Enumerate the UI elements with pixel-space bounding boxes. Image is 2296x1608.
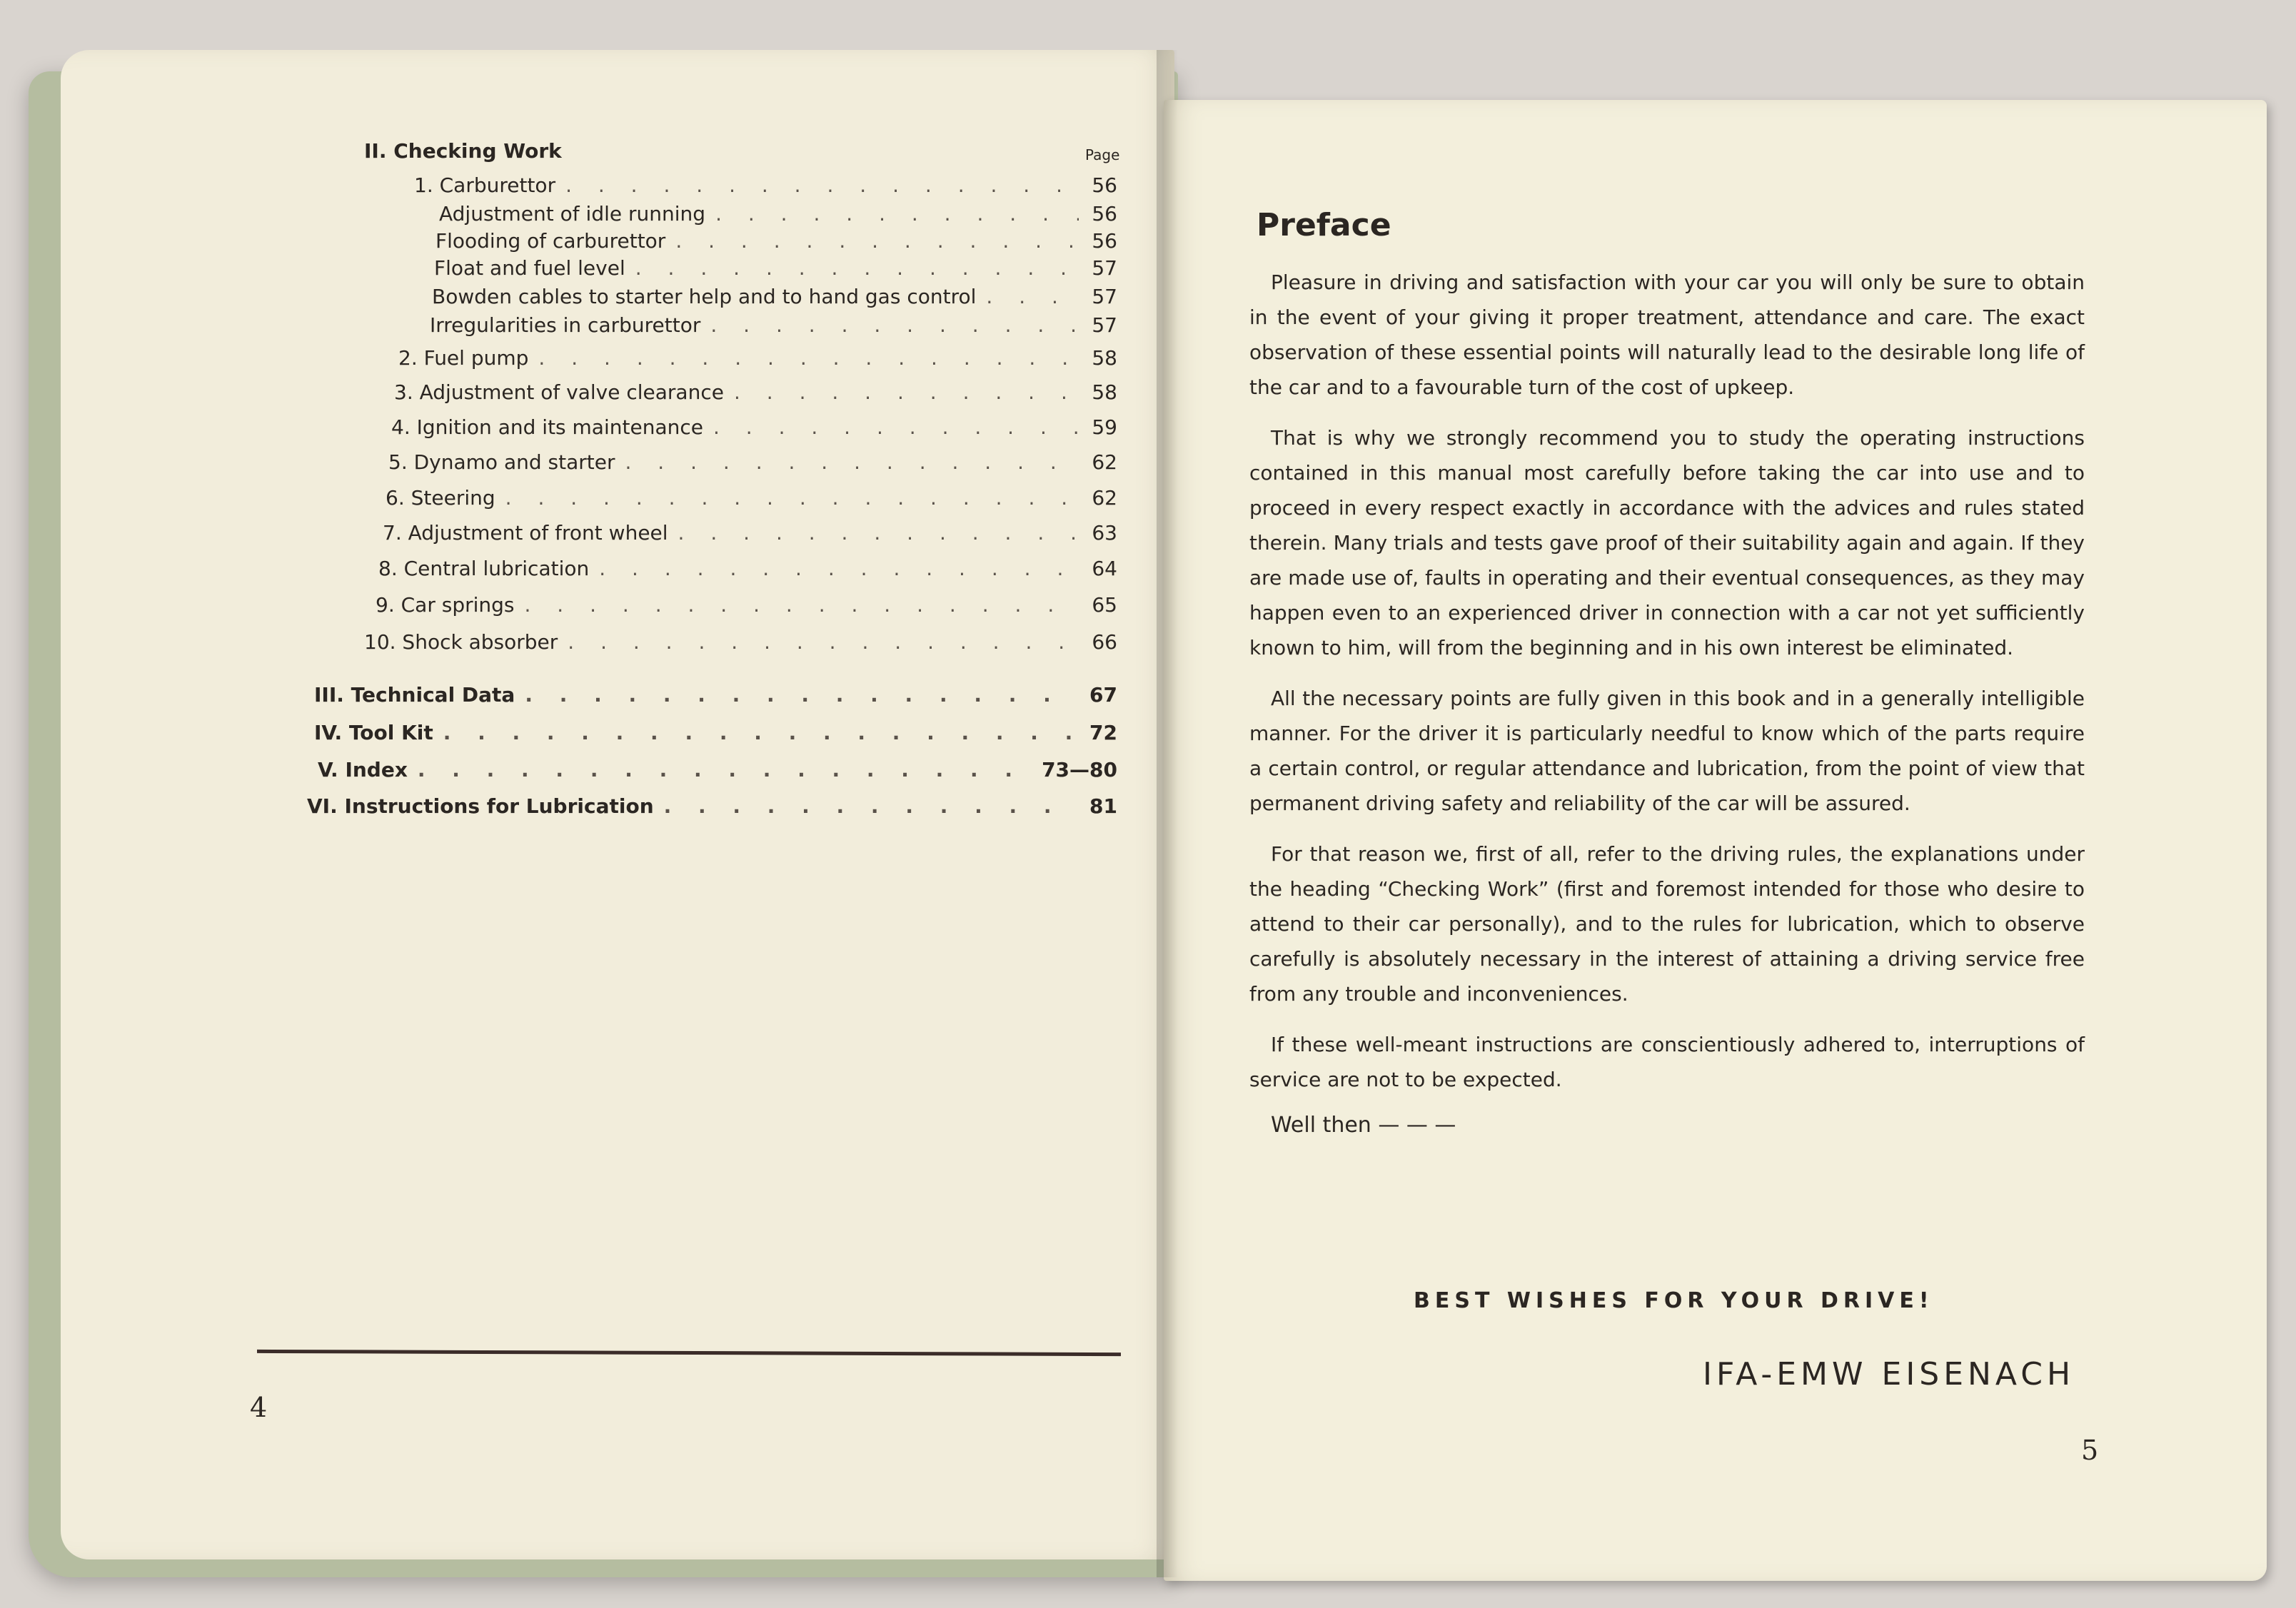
toc-major-entry: V. Index . . . 73—80: [318, 758, 1117, 782]
page-number-right: 5: [2081, 1435, 2099, 1466]
preface: [1249, 207, 2085, 1138]
toc-page-column-label: Page: [1085, 146, 1120, 163]
toc-entry: 7. Adjustment of front wheel . . . 63: [383, 521, 1117, 545]
page-number-left: 4: [250, 1392, 268, 1423]
toc-major-entry: III. Technical Data . . . 67: [314, 683, 1117, 707]
toc-entry: 9. Car springs . . . 65: [376, 593, 1117, 617]
preface-paragraph: That is why we strongly recommend you to study the operating instructions contained in this manual most carefully before taking the car into use and to proceed in every respect exactly in accordance with the advices and rules stated therein. Many trials and tests gave proof of their suitability again and again. If they are made use of, faults in operating and their eventual consequences, as they may happen even to an experienced driver in connection with a car not yet sufficiently known to him, will from the beginning and in his own interest be eliminated.: [1249, 426, 2085, 659]
preface-paragraph: If these well-meant instructions are conscientiously adhered to, interruptions of service are not to be expected.: [1249, 1033, 2085, 1091]
preface-title: Preface: [1257, 207, 1391, 243]
toc-entry: Float and fuel level . . . 57: [434, 256, 1117, 280]
toc-entry: Adjustment of idle running . . . 56: [439, 202, 1117, 226]
toc-major-entry: IV. Tool Kit . . . 72: [314, 721, 1117, 744]
toc-entry: 3. Adjustment of valve clearance . . . 58: [394, 380, 1117, 404]
toc-section-heading: II. Checking Work: [364, 139, 562, 163]
toc-entry: Bowden cables to starter help and to hand gas control . . . 57: [432, 285, 1117, 308]
preface-paragraph: For that reason we, first of all, refer to the driving rules, the explanations under the heading “Checking Work” (first and foremost intended for those who desire to attend to their car personally), and to the rules for lubrication, which to observe carefully is absolutely necessary in the interest of attaining a driving service free from any trouble and inconveniences.: [1249, 842, 2085, 1006]
toc-entry: 6. Steering . . . 62: [386, 486, 1117, 510]
toc-entry: 4. Ignition and its maintenance . . . 59: [391, 415, 1117, 439]
preface-paragraph: All the necessary points are fully given in this book and in a generally intelligible manner. For the driver it is particularly needful to know which of the parts require a certain control, or regular attendance and lubrication, from the point of view that permanent driving safety and reliability of the car will be assured.: [1249, 687, 2085, 815]
toc-major-entry: VI. Instructions for Lubrication . . . 81: [307, 794, 1117, 818]
toc-entry: 8. Central lubrication . . . 64: [378, 557, 1117, 580]
toc-entry: 10. Shock absorber . . . 66: [364, 630, 1117, 654]
closing-line: Well then — — —: [1271, 1113, 1456, 1138]
toc-entry: Irregularities in carburettor . . . 57: [430, 313, 1117, 337]
toc-entry: Flooding of carburettor . . . 56: [435, 229, 1117, 253]
book-gutter: [1157, 50, 1178, 1577]
signature: IFA-EMW EISENACH: [1703, 1356, 2075, 1392]
preface-paragraph: Pleasure in driving and satisfaction with your car you will only be sure to obtain in the event of your giving it proper treatment, attendance and care. The exact observation of these essential points will naturally lead to the desirable long life of the car and to a favourable turn of the cost of upkeep.: [1249, 270, 2085, 399]
toc-entry: 1. Carburettor . . . 56: [414, 173, 1117, 197]
best-wishes: BEST WISHES FOR YOUR DRIVE!: [1414, 1288, 1934, 1313]
toc-entry: 2. Fuel pump . . . 58: [398, 346, 1117, 370]
toc-entry: 5. Dynamo and starter . . . 62: [388, 450, 1117, 474]
